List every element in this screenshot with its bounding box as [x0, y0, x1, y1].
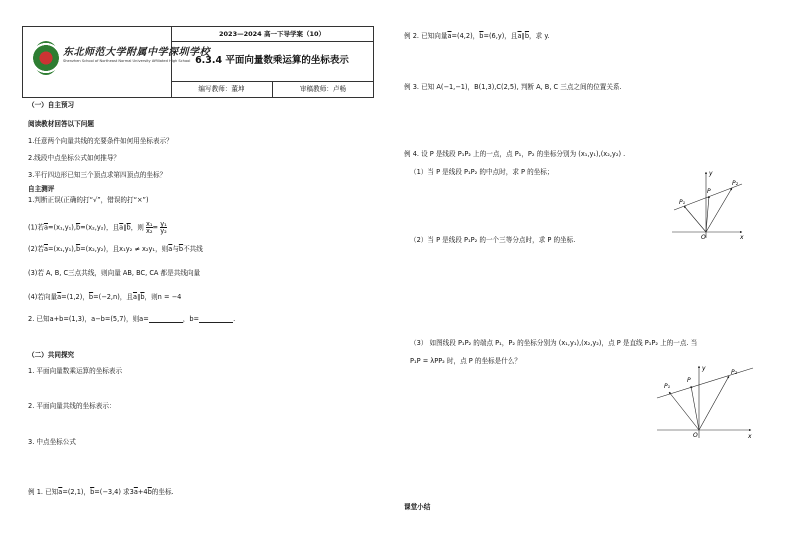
reading-prompt: 阅读教材回答以下问题: [28, 120, 94, 128]
editor-label: 编写教师：董坤: [171, 81, 273, 97]
label-o: O: [693, 432, 698, 439]
judge-item-3: (3)若 A, B, C三点共线，则向量 AB, BC, CA 都是共线向量: [28, 269, 201, 277]
label-y: y: [702, 365, 706, 372]
label-x: x: [748, 433, 752, 440]
vector-op1: [669, 392, 699, 430]
judge-item-2: (2)若$\overline{a}=(x_1,y_1),\overline{b}=(x_2,y_2)$，且x₁y₂ ≠ x₂y₁，则$\overline{a}$与$\overline{b}$不共线: [28, 245, 203, 253]
label-p1: P₁: [679, 199, 686, 206]
example-3: 例 3. 已知 A(−1,−1)，B(1,3),C(2,5), 判断 A, B, C 三点之间的位置关系.: [404, 83, 622, 91]
judge-item-4: (4)若向量$\overline{a}=(1,2)$，$\overline{b}=(-2,n)$，且$\overline{a}\parallel\overline{b}$，则n = −4: [28, 293, 182, 301]
label-y: y: [709, 170, 713, 177]
label-p: P: [687, 377, 691, 384]
question-ab: 2. 已知a+b=(1,3)，a−b=(5,7)，则a= ，b= .: [28, 315, 236, 323]
explore-item-3: 3. 中点坐标公式: [28, 438, 76, 446]
judge-instruction: 1.判断正误(正确的打“√”，错误的打“×”): [28, 196, 149, 204]
example-4-part-2: （2）当 P 是线段 P₁P₂ 的一个三等分点时，求 P 的坐标.: [410, 236, 576, 244]
label-x: x: [740, 234, 744, 240]
page-title: 6.3.4 平面向量数乘运算的坐标表示: [171, 41, 373, 82]
label-p2: P₂: [731, 369, 738, 376]
question-1: 1.任意两个向量共线的充要条件如何用坐标表示？: [28, 137, 173, 145]
school-name-en: Shenzhen School of Northeast Normal University Affiliated High School: [63, 59, 191, 63]
vector-op: [706, 196, 709, 232]
label-p: P: [707, 188, 711, 195]
example-2: 例 2. 已知向量$\overline{a}=(4,2)$，$\overline{b}=(6,y)$，且$\overline{a}\parallel\overline{b}$，求 y.: [404, 32, 550, 40]
example-4: 例 4. 设 P 是线段 P₁P₂ 上的一点，点 P₁，P₂ 的坐标分别为 (x₁,y₁),(x₂,y₂) .: [404, 150, 626, 158]
explore-item-2: 2. 平面向量共线的坐标表示：: [28, 402, 116, 410]
question-3: 3.平行四边形已知三个顶点求第四顶点的坐标？: [28, 171, 167, 179]
line-p1p2: [657, 368, 753, 398]
figure-1-diagram: [670, 168, 746, 240]
answer-blank-a[interactable]: [149, 315, 183, 323]
section-self-preview: （一）自主预习: [28, 101, 75, 109]
judge-item-1: (1)若$\overline{a}=(x_1,y_1),\overline{b}=(x_2,y_2)$，且$\overline{a}\parallel\overline{b}$，则 $\frac{\text{x₁}}{\text{x₂}}$ = $\frac{\text{y₁}}{\text{y₂}}$: [28, 220, 167, 235]
vector-op1: [684, 206, 706, 232]
example-4-part-3b: P₁P = λPP₂ 时，点 P 的坐标是什么？: [410, 357, 522, 365]
example-4-part-1: （1）当 P 是线段 P₁P₂ 的中点时，求 P 的坐标；: [410, 168, 554, 176]
self-test-heading: 自主测评: [28, 185, 55, 193]
label-o: O: [701, 234, 706, 240]
school-logo: [23, 27, 210, 97]
reviewer-label: 审稿教师：卢畅: [299, 85, 347, 93]
figure-2-diagram: [655, 362, 755, 440]
example-1: 例 1. 已知$\overline{a}=(2,1)$，$\overline{b}=(-3,4)$ 求$3\overline{a}+4\overline{b}$的坐标.: [28, 488, 174, 496]
label-p2: P₂: [732, 180, 739, 187]
section-explore: （二）共同探究: [28, 351, 75, 359]
answer-blank-b[interactable]: [199, 315, 233, 323]
question-2: 2.线段中点坐标公式如何推导？: [28, 154, 121, 162]
school-name: 东北师范大学附属中学深圳学校: [63, 47, 210, 58]
vector-op: [691, 386, 699, 430]
course-label: 2023—2024 高一下导学案（10）: [171, 27, 373, 42]
school-seal-icon: [33, 41, 59, 75]
vector-op2: [699, 376, 729, 430]
example-4-part-3a: （3） 如图线段 P₁P₂ 的端点 P₁，P₂ 的坐标分别为 (x₁,y₁),(x₂,y₂)，点 P 是直线 P₁P₂ 上的一点. 当: [410, 339, 698, 347]
summary-heading: 课堂小结: [404, 503, 431, 511]
header-table: [22, 26, 374, 98]
label-p1: P₁: [664, 383, 671, 390]
explore-item-1: 1. 平面向量数乘运算的坐标表示: [28, 367, 123, 375]
